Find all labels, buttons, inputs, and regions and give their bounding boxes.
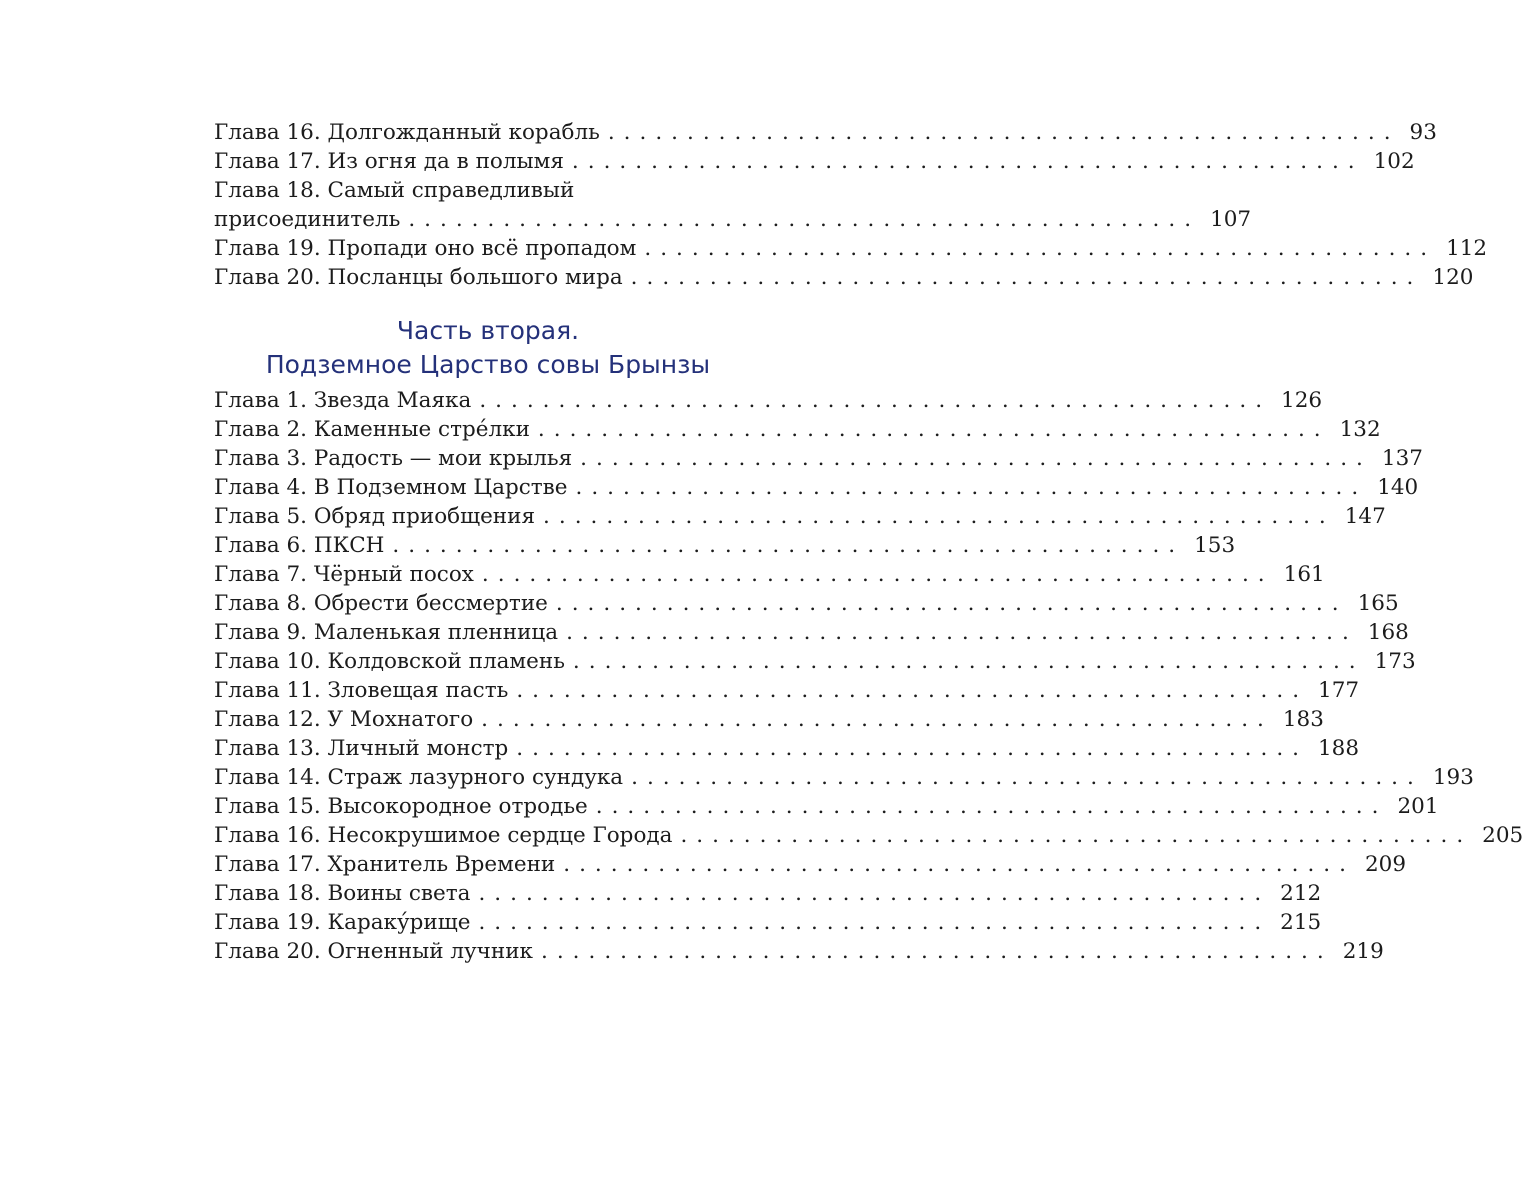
entry-title-continuation: присоединитель bbox=[214, 207, 401, 232]
leader-dots: .................................................. bbox=[478, 881, 1271, 906]
entry-title: Глава 8. Обрести бессмертие bbox=[214, 591, 548, 616]
entry-page: 102 bbox=[1373, 149, 1415, 174]
toc-entry[interactable] bbox=[214, 473, 1419, 502]
toc-entry[interactable] bbox=[214, 879, 1322, 908]
toc-entry[interactable] bbox=[214, 676, 1360, 705]
entry-page: 177 bbox=[1318, 678, 1360, 703]
toc-entry[interactable] bbox=[214, 147, 1415, 176]
entry-title: Глава 18. Воины света bbox=[214, 881, 471, 906]
leader-dots: .................................................. bbox=[680, 823, 1473, 848]
entry-title: Глава 6. ПКСН bbox=[214, 533, 385, 558]
entry-page: 165 bbox=[1357, 591, 1399, 616]
entry-title: Глава 16. Долгожданный корабль bbox=[214, 120, 600, 145]
entry-page: 107 bbox=[1210, 207, 1252, 232]
toc-entry[interactable] bbox=[214, 502, 1386, 531]
leader-dots: .................................................. bbox=[566, 620, 1358, 645]
leader-dots: .................................................. bbox=[541, 939, 1333, 964]
entry-page: 132 bbox=[1339, 417, 1381, 442]
leader-dots: .................................................. bbox=[630, 265, 1423, 290]
toc-entry[interactable] bbox=[214, 386, 1323, 415]
leader-dots: .................................................. bbox=[572, 649, 1365, 674]
toc-entry[interactable] bbox=[214, 205, 1252, 234]
entry-page: 219 bbox=[1342, 939, 1384, 964]
entry-title: Глава 5. Обряд приобщения bbox=[214, 504, 536, 529]
entry-page: 183 bbox=[1282, 707, 1324, 732]
leader-dots: .................................................. bbox=[575, 475, 1368, 500]
leader-dots: .................................................. bbox=[537, 417, 1330, 442]
entry-page: 215 bbox=[1280, 910, 1322, 935]
entry-title: Глава 17. Хранитель Времени bbox=[214, 852, 556, 877]
toc-entry[interactable] bbox=[214, 705, 1324, 734]
toc-entry[interactable] bbox=[214, 618, 1409, 647]
part2-heading bbox=[214, 314, 762, 382]
leader-dots: .................................................. bbox=[392, 533, 1185, 558]
entry-page: 140 bbox=[1377, 475, 1419, 500]
entry-page: 205 bbox=[1482, 823, 1523, 848]
entry-title: Глава 1. Звезда Маяка bbox=[214, 388, 472, 413]
toc-entry[interactable] bbox=[214, 647, 1416, 676]
toc-entry[interactable] bbox=[214, 734, 1360, 763]
toc-entry[interactable] bbox=[214, 908, 1322, 937]
entry-page: 168 bbox=[1367, 620, 1409, 645]
leader-dots: .................................................. bbox=[479, 388, 1272, 413]
toc-entry[interactable] bbox=[214, 118, 1437, 147]
toc-entry[interactable] bbox=[214, 531, 1236, 560]
leader-dots: .................................................. bbox=[516, 736, 1308, 761]
toc-entry[interactable] bbox=[214, 589, 1399, 618]
part1-entries bbox=[214, 118, 1488, 292]
entry-title: Глава 9. Маленькая пленница bbox=[214, 620, 559, 645]
entry-title: Глава 19. Караку́рище bbox=[214, 910, 471, 935]
entry-page: 193 bbox=[1432, 765, 1474, 790]
leader-dots: .................................................. bbox=[478, 910, 1271, 935]
entry-title: Глава 16. Несокрушимое сердце Города bbox=[214, 823, 673, 848]
entry-page: 147 bbox=[1344, 504, 1386, 529]
leader-dots: .................................................. bbox=[571, 149, 1364, 174]
leader-dots: .................................................. bbox=[580, 446, 1372, 471]
leader-dots: .................................................. bbox=[543, 504, 1335, 529]
entry-title: Глава 4. В Подземном Царстве bbox=[214, 475, 568, 500]
entry-title: Глава 3. Радость — мои крылья bbox=[214, 446, 573, 471]
toc-entry[interactable] bbox=[214, 560, 1325, 589]
toc-entry[interactable] bbox=[214, 850, 1407, 879]
leader-dots: .................................................. bbox=[408, 207, 1201, 232]
entry-page: 112 bbox=[1446, 236, 1488, 261]
entry-page: 188 bbox=[1318, 736, 1360, 761]
leader-dots: .................................................. bbox=[644, 236, 1437, 261]
table-of-contents bbox=[214, 118, 1523, 966]
toc-entry[interactable] bbox=[214, 234, 1488, 263]
entry-page: 209 bbox=[1364, 852, 1407, 877]
leader-dots: .................................................. bbox=[595, 794, 1388, 819]
entry-page: 153 bbox=[1194, 533, 1236, 558]
leader-dots: .................................................. bbox=[607, 120, 1400, 145]
entry-title: Глава 7. Чёрный посох bbox=[214, 562, 474, 587]
leader-dots: .................................................. bbox=[555, 591, 1348, 616]
entry-title: Глава 20. Огненный лучник bbox=[214, 939, 533, 964]
entry-page: 126 bbox=[1281, 388, 1323, 413]
entry-page: 212 bbox=[1280, 881, 1322, 906]
toc-entry[interactable] bbox=[214, 937, 1384, 966]
leader-dots: .................................................. bbox=[631, 765, 1423, 790]
leader-dots: .................................................. bbox=[481, 707, 1273, 732]
leader-dots: .................................................. bbox=[481, 562, 1274, 587]
entry-title: Глава 2. Каменные стре́лки bbox=[214, 417, 530, 442]
toc-entry[interactable] bbox=[214, 792, 1439, 821]
entry-title: Глава 17. Из огня да в полымя bbox=[214, 149, 564, 174]
part-title: Часть вторая. bbox=[396, 316, 580, 345]
part-subtitle: Подземное Царство совы Брынзы bbox=[265, 350, 711, 379]
entry-title: Глава 12. У Мохнатого bbox=[214, 707, 474, 732]
entry-page: 161 bbox=[1283, 562, 1325, 587]
entry-title: Глава 11. Зловещая пасть bbox=[214, 678, 509, 703]
entry-title: Глава 19. Пропади оно всё пропадом bbox=[214, 236, 637, 261]
toc-entry[interactable] bbox=[214, 444, 1423, 473]
entry-page: 201 bbox=[1397, 794, 1439, 819]
toc-entry-first-line[interactable] bbox=[214, 176, 762, 205]
leader-dots: .................................................. bbox=[563, 852, 1355, 877]
entry-title: Глава 20. Посланцы большого мира bbox=[214, 265, 623, 290]
entry-title: Глава 10. Колдовской пламень bbox=[214, 649, 565, 674]
entry-page: 137 bbox=[1381, 446, 1423, 471]
toc-entry[interactable] bbox=[214, 763, 1474, 792]
entry-title: Глава 15. Высокородное отродье bbox=[214, 794, 588, 819]
entry-title: Глава 18. Самый справедливый bbox=[214, 178, 575, 203]
entry-page: 120 bbox=[1432, 265, 1474, 290]
entry-page: 93 bbox=[1409, 120, 1437, 145]
entry-title: Глава 14. Страж лазурного сундука bbox=[214, 765, 624, 790]
toc-entry[interactable] bbox=[214, 415, 1381, 444]
entry-page: 173 bbox=[1374, 649, 1416, 674]
toc-entry[interactable] bbox=[214, 263, 1474, 292]
entry-title: Глава 13. Личный монстр bbox=[214, 736, 509, 761]
part2-entries bbox=[214, 386, 1523, 966]
leader-dots: .................................................. bbox=[516, 678, 1309, 703]
toc-entry[interactable] bbox=[214, 821, 1523, 850]
